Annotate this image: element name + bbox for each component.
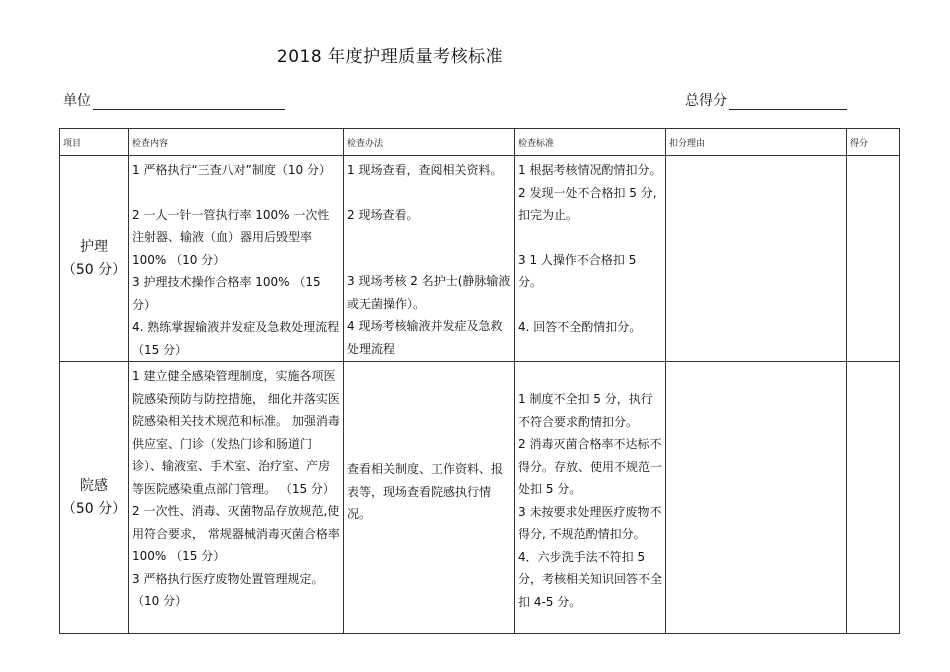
item-score: （50 分） bbox=[61, 261, 127, 278]
method-line: 4 现场考核输液并发症及急救处理流程 bbox=[347, 319, 503, 356]
unit-field bbox=[63, 90, 285, 110]
item-score: （50 分） bbox=[61, 500, 127, 517]
header-score: 得分 bbox=[847, 129, 900, 156]
standard-line: 4．六步洗手法不符扣 5 分，考核相关知识回答不全扣 4-5 分。 bbox=[518, 549, 663, 609]
assessment-table bbox=[59, 128, 900, 634]
table-row bbox=[60, 156, 900, 362]
standard-line: 2 发现一处不合格扣 5 分,扣完为止。 bbox=[518, 185, 657, 222]
content-line: 3 严格执行医疗废物处置管理规定。（10 分） bbox=[132, 571, 324, 608]
content-line: 3 护理技术操作合格率 100% （15 分） bbox=[132, 275, 321, 312]
score-cell bbox=[847, 156, 900, 362]
method-line: 3 现场考核 2 名护士(静脉输液或无菌操作）。 bbox=[347, 274, 511, 311]
content-cell bbox=[129, 362, 344, 634]
standard-line: 4. 回答不全酌情扣分。 bbox=[518, 319, 642, 334]
unit-label: 单位 bbox=[63, 93, 91, 109]
method-cell bbox=[344, 362, 515, 634]
standard-line: 1 根据考核情况酌情扣分。 bbox=[518, 163, 662, 177]
method-spacer bbox=[347, 182, 511, 204]
reason-cell bbox=[666, 362, 847, 634]
standard-cell bbox=[515, 156, 666, 362]
total-score-label: 总得分 bbox=[685, 93, 727, 109]
standard-line: 3 1 人操作不合格扣 5 分。 bbox=[518, 252, 637, 289]
method-line: 2 现场查看。 bbox=[347, 207, 419, 222]
method-spacer bbox=[347, 248, 511, 270]
method-spacer bbox=[347, 226, 511, 248]
header-item: 项目 bbox=[60, 129, 129, 156]
standard-line: 1 制度不全扣 5 分，执行不符合要求酌情扣分。 bbox=[518, 392, 653, 429]
content-line: 1 建立健全感染管理制度，实施各项医院感染预防与防控措施， 细化并落实医院感染相关技术规范和标准。 加强消毒供应室、门诊（发热门诊和肠道门诊）、输液室、手术室、治疗室、产房等医院感染重点部门管理。 （15 分） bbox=[132, 369, 340, 496]
table-row bbox=[60, 362, 900, 634]
total-score-blank-line bbox=[729, 95, 847, 110]
item-cell bbox=[60, 362, 129, 634]
header-reason: 扣分理由 bbox=[666, 129, 847, 156]
header-content: 检查内容 bbox=[129, 129, 344, 156]
header-standard: 检查标准 bbox=[515, 129, 666, 156]
score-cell bbox=[847, 362, 900, 634]
standard-spacer bbox=[518, 294, 662, 316]
document-title: 2018 年度护理质量考核标准 bbox=[276, 47, 504, 67]
standard-line: 2 消毒灭菌合格率不达标不得分。存放、使用不规范一处扣 5 分。 bbox=[518, 437, 663, 496]
header-method: 检查办法 bbox=[344, 129, 515, 156]
method-cell bbox=[344, 156, 515, 362]
standard-spacer bbox=[518, 227, 662, 249]
item-name: 护理 bbox=[80, 238, 108, 255]
item-cell bbox=[60, 156, 129, 362]
standard-line: 3 未按要求处理医疗废物不得分, 不规范酌情扣分。 bbox=[518, 504, 662, 541]
content-line: 2 一次性、消毒、灭菌物品存放规范,使用符合要求， 常规器械消毒灭菌合格率 100% （15 分） bbox=[132, 504, 340, 563]
reason-cell bbox=[666, 156, 847, 362]
item-name: 院感 bbox=[80, 477, 108, 494]
total-score-field bbox=[685, 90, 847, 110]
unit-blank-line bbox=[93, 95, 285, 110]
method-line: 查看相关制度、工作资料、报表等，现场查看院感执行情况。 bbox=[347, 462, 504, 522]
content-line: 2 一人一针一管执行率 100% 一次性注射器、输液（血）器用后毁型率 100% （10 分） bbox=[132, 207, 330, 267]
method-line: 1 现场查看，查阅相关资料。 bbox=[347, 163, 503, 177]
standard-cell bbox=[515, 362, 666, 634]
content-line: 1 严格执行“三查八对”制度（10 分） bbox=[132, 163, 331, 177]
content-spacer bbox=[132, 182, 340, 204]
content-line: 4. 熟练掌握输液并发症及急救处理流程（15 分） bbox=[132, 320, 340, 357]
table-header-row bbox=[60, 129, 900, 156]
content-cell bbox=[129, 156, 344, 362]
